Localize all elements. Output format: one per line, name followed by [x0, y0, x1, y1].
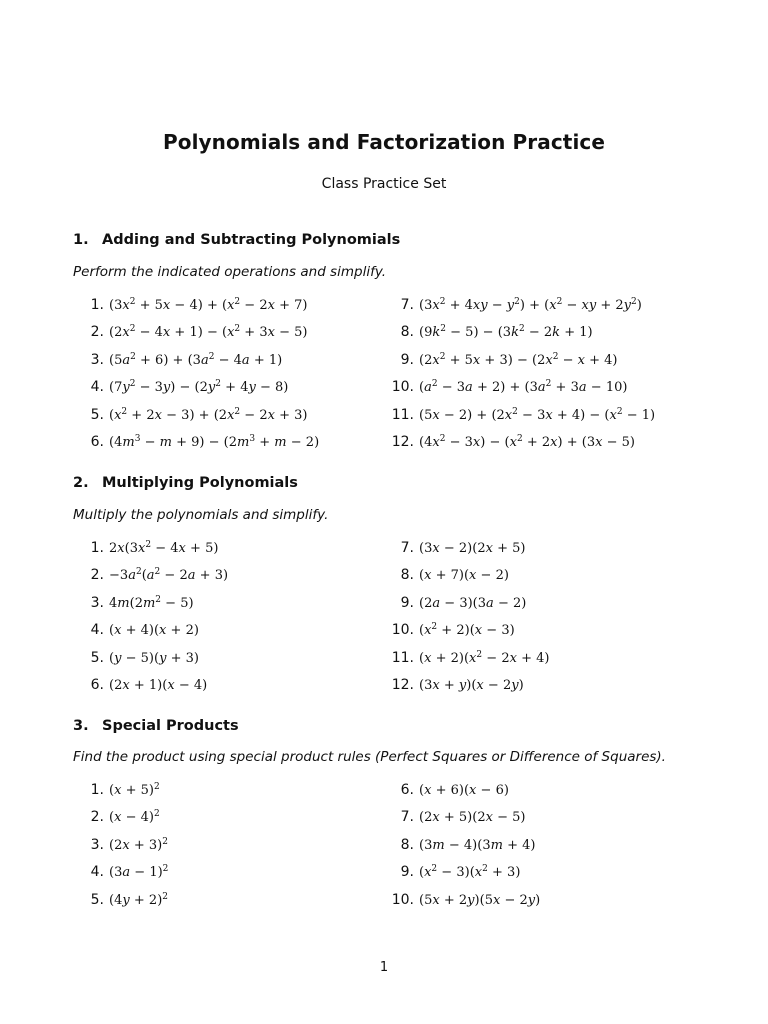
- problem-expression: $(5a^2 + 6) + (3a^2 - 4a + 1)$: [109, 351, 283, 368]
- problem-list: [0, 296, 768, 460]
- problem-item: [390, 676, 524, 694]
- problem-expression: $(2x^2 + 5x + 3) - (2x^2 - x + 4)$: [419, 351, 618, 368]
- problem-expression: $(3a - 1)^2$: [109, 864, 169, 881]
- problem-number: 11.: [391, 406, 414, 423]
- problem-number: 2.: [90, 324, 104, 341]
- problem-item: [390, 296, 642, 314]
- problem-item: [80, 323, 308, 341]
- problem-expression: (3m − 4)(3m + 4): [419, 837, 536, 853]
- problem-number: 1.: [90, 540, 104, 556]
- problem-item: [390, 351, 618, 369]
- problem-item: [390, 836, 535, 854]
- problem-row: [0, 323, 768, 350]
- problem-number: 8.: [400, 836, 414, 853]
- section-heading: [73, 718, 239, 734]
- problem-expression: (x + 4)(x + 2): [109, 623, 199, 639]
- problem-number: 4.: [90, 864, 104, 881]
- problem-row: [0, 891, 768, 918]
- problem-list: [0, 781, 768, 918]
- problem-item: [80, 891, 168, 909]
- problem-number: 9.: [400, 351, 414, 368]
- problem-item: [390, 891, 540, 909]
- problem-item: [390, 594, 526, 612]
- problem-item: [80, 836, 168, 854]
- problem-row: [0, 781, 768, 808]
- problem-expression: $(x - 4)^2$: [109, 809, 160, 826]
- problem-row: [0, 863, 768, 890]
- problem-item: [80, 351, 282, 369]
- problem-number: 7.: [400, 540, 414, 556]
- problem-expression: $(x + 2)(x^2 - 2x + 4)$: [419, 649, 550, 666]
- problem-expression: (3x + y)(x − 2y): [419, 677, 524, 693]
- problem-item: [80, 539, 218, 557]
- problem-row: [0, 433, 768, 460]
- problem-row: [0, 351, 768, 378]
- problem-number: 3.: [90, 836, 104, 853]
- problem-expression: $(x^2 + 2)(x - 3)$: [419, 622, 515, 639]
- problem-item: [80, 378, 288, 396]
- section-instruction: Perform the indicated operations and simplify.: [73, 264, 387, 280]
- problem-expression: $(5x - 2) + (2x^2 - 3x + 4) - (x^2 - 1)$: [419, 406, 656, 423]
- problem-number: 6.: [90, 433, 104, 450]
- problem-row: [0, 676, 768, 703]
- problem-number: 5.: [90, 406, 104, 423]
- problem-number: 2.: [90, 567, 104, 584]
- problem-number: 3.: [90, 594, 104, 611]
- problem-number: 6.: [400, 782, 414, 798]
- problem-row: [0, 296, 768, 323]
- section-heading: [73, 232, 400, 248]
- problem-item: [80, 781, 160, 799]
- problem-item: [80, 594, 194, 612]
- problem-row: [0, 836, 768, 863]
- problem-expression: (x + 6)(x − 6): [419, 783, 509, 798]
- problem-number: 3.: [90, 351, 104, 368]
- problem-number: 10.: [391, 379, 414, 396]
- problem-expression: $(x + 5)^2$: [109, 782, 160, 798]
- problem-expression: (x + 7)(x − 2): [419, 568, 509, 584]
- problem-number: 8.: [400, 324, 414, 341]
- problem-item: [80, 676, 207, 694]
- problem-item: [390, 863, 520, 881]
- problem-expression: (y − 5)(y + 3): [109, 650, 199, 666]
- section-instruction: Multiply the polynomials and simplify.: [73, 507, 329, 523]
- problem-item: [80, 649, 199, 667]
- problem-expression: (2x + 1)(x − 4): [109, 677, 208, 693]
- problem-item: [390, 323, 593, 341]
- problem-expression: (2a − 3)(3a − 2): [419, 595, 527, 611]
- problem-expression: (2x + 5)(2x − 5): [419, 810, 526, 826]
- problem-item: [80, 296, 308, 314]
- problem-list: [0, 539, 768, 703]
- problem-item: [80, 621, 199, 639]
- problem-row: [0, 566, 768, 593]
- section-heading: [73, 475, 298, 491]
- problem-row: [0, 539, 768, 566]
- problem-row: [0, 808, 768, 835]
- section-number: 2.: [73, 475, 89, 491]
- problem-expression: (5x + 2y)(5x − 2y): [419, 892, 541, 908]
- problem-row: [0, 621, 768, 648]
- section-title: Adding and Subtracting Polynomials: [102, 232, 401, 248]
- section-title: Special Products: [102, 718, 239, 734]
- problem-number: 10.: [391, 891, 414, 908]
- problem-expression: $(9k^2 - 5) - (3k^2 - 2k + 1)$: [419, 324, 593, 341]
- problem-number: 10.: [391, 622, 414, 639]
- problem-number: 2.: [90, 809, 104, 826]
- problem-number: 5.: [90, 891, 104, 908]
- problem-number: 4.: [90, 622, 104, 639]
- problem-expression: $(3x^2 + 4xy - y^2) + (x^2$ − xy + $2y^2$): [419, 297, 642, 313]
- problem-item: [390, 539, 526, 557]
- problem-number: 7.: [400, 809, 414, 826]
- problem-number: 4.: [90, 379, 104, 396]
- section-title: Multiplying Polynomials: [102, 475, 298, 491]
- page-title: Polynomials and Factorization Practice: [162, 130, 606, 154]
- problem-item: [80, 406, 308, 424]
- problem-expression: $(4m^3 - m + 9) - (2m^3 + m - 2)$: [109, 433, 320, 450]
- problem-item: [80, 433, 319, 451]
- problem-item: [390, 433, 635, 451]
- problem-item: [390, 406, 655, 424]
- problem-item: [80, 863, 168, 881]
- problem-expression: $(3x^2 + 5x - 4) + (x^2 - 2x + 7)$: [109, 297, 308, 313]
- problem-expression: $2x(3x^2 - 4x + 5)$: [109, 540, 219, 556]
- problem-number: 1.: [90, 782, 104, 798]
- problem-item: [390, 566, 509, 584]
- problem-expression: $4m(2m^2 - 5)$: [109, 594, 194, 611]
- problem-item: [390, 649, 549, 667]
- problem-expression: $(x^2 + 2x - 3) + (2x^2 - 2x + 3)$: [109, 406, 308, 423]
- page-number: 1: [379, 960, 389, 975]
- problem-number: 5.: [90, 649, 104, 666]
- problem-number: 1.: [90, 297, 104, 313]
- problem-row: [0, 406, 768, 433]
- problem-item: [390, 378, 627, 396]
- problem-number: 8.: [400, 567, 414, 584]
- problem-expression: $(2x^2 - 4x + 1) - (x^2 + 3x - 5)$: [109, 324, 308, 341]
- problem-item: [390, 808, 526, 826]
- problem-number: 11.: [391, 649, 414, 666]
- problem-expression: $(4x^2 - 3x) - (x^2 + 2x) + (3x - 5)$: [419, 433, 635, 450]
- problem-number: 7.: [400, 297, 414, 313]
- problem-expression: $-3a^2(a^2 - 2a + 3)$: [109, 567, 229, 584]
- problem-item: [390, 781, 509, 799]
- problem-row: [0, 649, 768, 676]
- problem-expression: $(2x + 3)^2$: [109, 836, 168, 853]
- problem-expression: (3x − 2)(2x + 5): [419, 541, 526, 556]
- section-number: 1.: [73, 232, 89, 248]
- problem-expression: $(7y^2 - 3y) - (2y^2 + 4y - 8)$: [109, 379, 289, 396]
- problem-number: 12.: [391, 676, 414, 693]
- problem-row: [0, 378, 768, 405]
- problem-number: 12.: [391, 433, 414, 450]
- problem-item: [80, 566, 228, 584]
- problem-row: [0, 594, 768, 621]
- section-number: 3.: [73, 718, 89, 734]
- problem-item: [390, 621, 515, 639]
- problem-expression: $(x^2 - 3)(x^2 + 3)$: [419, 864, 521, 881]
- page-subtitle: Class Practice Set: [321, 176, 447, 192]
- problem-number: 9.: [400, 864, 414, 881]
- problem-number: 6.: [90, 676, 104, 693]
- problem-expression: $(a^2 - 3a + 2) + (3a^2 + 3a - 10)$: [419, 379, 628, 396]
- section-instruction: Find the product using special product rules (Perfect Squares or Difference of Squares).: [73, 749, 666, 765]
- problem-item: [80, 808, 160, 826]
- problem-number: 9.: [400, 594, 414, 611]
- problem-expression: $(4y + 2)^2$: [109, 891, 168, 908]
